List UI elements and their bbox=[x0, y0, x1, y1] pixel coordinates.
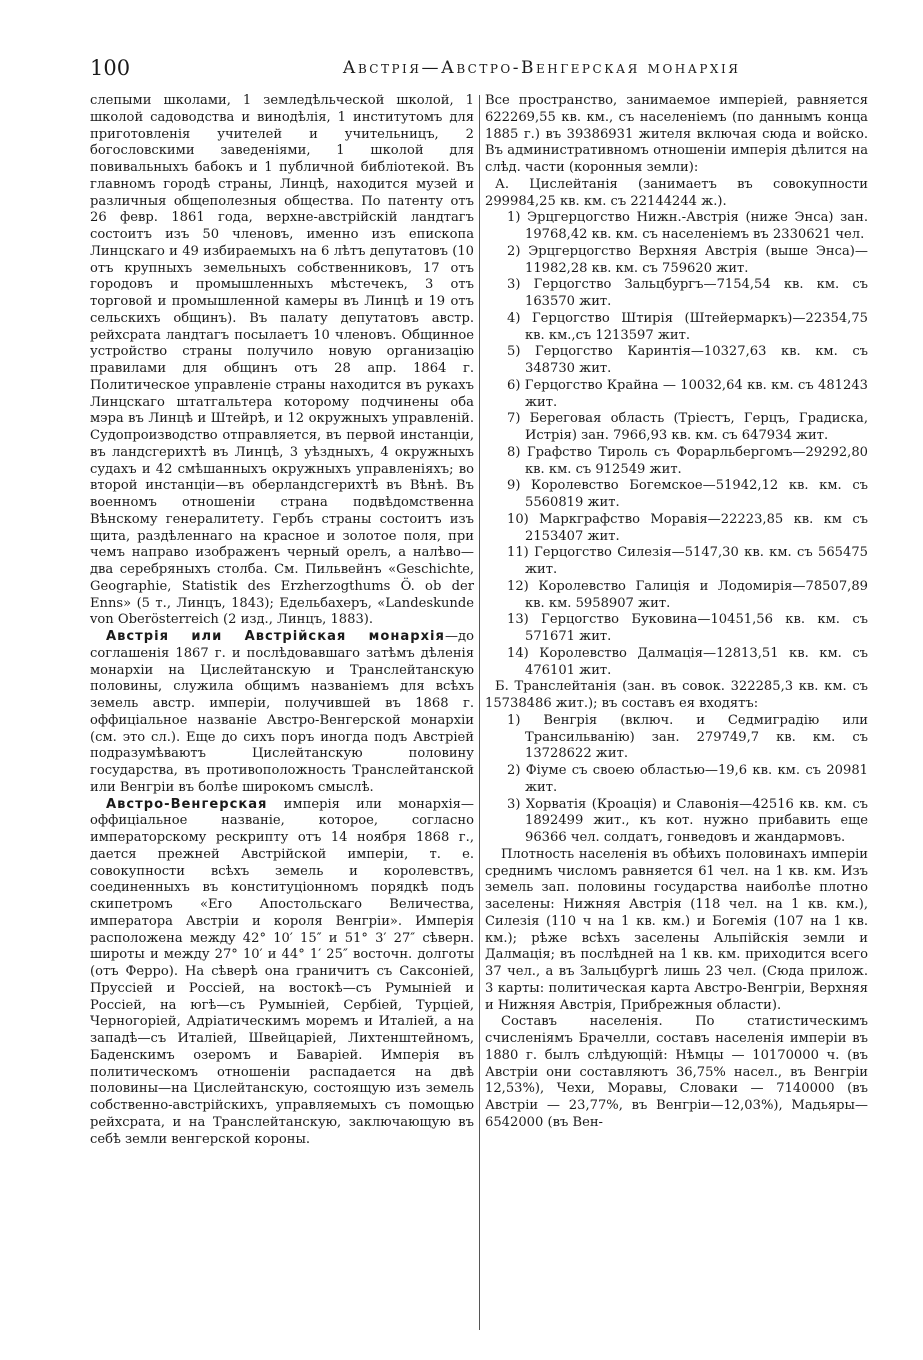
entry-heading-austria: Австрія или Австрійская монархія bbox=[106, 629, 445, 644]
list-item: 3) Хорватія (Кроація) и Славонія—42516 кв. км. съ 1892499 жит., къ кот. нужно прибавить еще 96366 чел. солдатъ, гонведовъ и жандармовъ. bbox=[507, 796, 868, 845]
entry-text-austro-hungarian: имперія или монархія—оффиціальное названіе, которое, согласно императорскому рескрипту отъ 14 ноября 1868 г., дается прежней Австрійской имперіи, т. е. совокупности всѣхъ земель и королевствъ, соединенныхъ въ конституціонномъ порядкѣ подъ скипетромъ «Его Апостольскаго Величества, императора Австріи и короля Венгріи». Имперія расположена между 42° 10′ 15″ и 51° 3′ 27″ сѣверн. широты и между 27° 10′ и 44° 1′ 25″ восточн. долготы (отъ Ферро). На сѣверѣ она граничитъ съ Саксоніей, Пруссіей и Россіей, на востокѣ—съ Румыніей и Россіей, на югѣ—съ Румыніей, Сербіей, Турціей, Черногоріей, Адріатическимъ моремъ и Италіей, а на западѣ—съ Италіей, Швейцаріей, Лихтенштейномъ, Баденскимъ озеромъ и Баваріей. Имперія въ политическомъ отношеніи распадается на двѣ половины—на Цислейтанскую, состоящую изъ земель собственно-австрійскихъ, управляемыхъ съ помощью рейхсрата, и на Транслейтанскую, заключающую въ себѣ земли венгерской короны. bbox=[90, 796, 474, 1147]
list-item: 7) Береговая область (Тріестъ, Герцъ, Градиска, Истрія) зан. 7966,93 кв. км. съ 647934 жит. bbox=[507, 411, 868, 443]
paragraph-austro-hungarian bbox=[90, 797, 474, 1149]
list-item: 2) Фіуме съ своею областью—19,6 кв. км. съ 20981 жит. bbox=[507, 763, 868, 795]
entry-heading-austro-hungarian: Австро-Венгерская bbox=[106, 796, 268, 812]
right-column bbox=[485, 93, 868, 1132]
list-item: 6) Герцогство Крайна — 10032,64 кв. км. съ 481243 жит. bbox=[507, 377, 868, 410]
paragraph-population: Составъ населенія. По статистическимъ счисленіямъ Брачелли, составъ населенія имперіи въ 1880 г. былъ слѣдующій: Нѣмцы — 10170000 ч. (въ Австріи они составляютъ 36,75% насел., въ Венгріи 12,53%), Чехи, Моравы, Словаки — 7140000 (въ Австріи — 23,77%, въ Венгріи—12,03%), Мадьяры—6542000 (въ Вен- bbox=[485, 1014, 868, 1130]
left-column bbox=[90, 93, 474, 1148]
list-item: 4) Герцогство Штирія (Штейермаркъ)—22354,75 кв. км.,съ 1213597 жит. bbox=[507, 310, 868, 343]
list-item: 8) Графство Тироль съ Форарльбергомъ—29292,80 кв. км. съ 912549 жит. bbox=[507, 444, 868, 477]
list-item: 1) Эрцгерцогство Нижн.-Австрія (ниже Энса) зан. 19768,42 кв. км. съ населеніемъ въ 2330621 чел. bbox=[507, 210, 868, 242]
transleithania-heading: Б. Транслейтанія (зан. въ совок. 322285,3 кв. км. съ 15738486 жит.); въ составъ ея входятъ: bbox=[485, 679, 868, 711]
page-header bbox=[62, 52, 901, 82]
entry-text-austria: —до соглашенія 1867 г. и послѣдовавшаго затѣмъ дѣленія монархіи на Цислейтанскую и Транслейтанскую половины, служила общимъ названіемъ для всѣхъ земель австр. имперіи, получившей въ 1868 г. оффиціальное названіе Австро-Венгерской монархіи (см. это сл.). Еще до сихъ поръ иногда подъ Австріей подразумѣваютъ Цислейтанскую половину государства, въ противоположность Транслейтанской или Венгріи въ болѣе широкомъ смыслѣ. bbox=[90, 629, 474, 795]
paragraph-austrian-monarchy bbox=[90, 629, 474, 797]
running-title: Австрія—Австро-Венгерская монархія bbox=[342, 58, 741, 78]
list-item: 12) Королевство Галиція и Лодомирія—78507,89 кв. км. 5958907 жит. bbox=[507, 578, 868, 611]
paragraph-upper-austria-end: слепыми школами, 1 земледѣльческой школой, 1 школой садоводства и винодѣлія, 1 институтомъ для приготовленія учителей и учительницъ, 2 богословскими заведеніями, 1 школой для повивальныхъ бабокъ и 1 публичной библіотекой. Въ главномъ городѣ страны, Линцѣ, находится музей и различныя общеполезныя общества. По патенту отъ 26 февр. 1861 года, верхне-австрійскій ландтагъ состоитъ изъ 50 членовъ, именно изъ епископа Линцскаго и 49 избираемыхъ на 6 лѣтъ депутатовъ (10 отъ крупныхъ земельныхъ собственниковъ, 17 отъ городовъ и промышленныхъ мѣстечекъ, 3 отъ торговой и промышленной камеры въ Линцѣ и 19 отъ сельскихъ общинъ). Въ палату депутатовъ австр. рейхсрата ландтагъ посылаетъ 10 членовъ. Общинное устройство страны получило новую организацію правилами для общинъ отъ 28 апр. 1864 г. Политическое управленіе страны находится въ рукахъ Линцскаго штатгальтера которому подчинены оба мэра въ Линцѣ и Штейрѣ, и 12 окружныхъ управленій. Судопроизводство отправляется, въ первой инстанціи, въ ландсгерихтѣ въ Линцѣ, 3 уѣздныхъ, 4 окружныхъ судахъ и 42 смѣшанныхъ окружныхъ управленіяхъ; во второй инстанціи—въ оберландсгерихтѣ въ Вѣнѣ. Въ военномъ отношеніи страна подвѣдомственна Вѣнскому генералитету. Гербъ страны состоитъ изъ щита, раздѣленнаго на красное и золотое поля, при чемъ направо изображенъ черный орелъ, а налѣво—два серебряныхъ столба. См. Пильвейнъ «Geschichte, Geographie, Statistik des Erzherzogthums Ö. ob der Enns» (5 т., Линцъ, 1843); Едельбахеръ, «Landeskunde von Oberösterreich (2 изд., Линцъ, 1883). bbox=[90, 93, 474, 628]
list-item: 5) Герцогство Каринтія—10327,63 кв. км. съ 348730 жит. bbox=[507, 344, 868, 376]
column-divider bbox=[479, 95, 480, 1330]
list-item: 2) Эрцгерцогство Верхняя Австрія (выше Энса)—11982,28 кв. км. съ 759620 жит. bbox=[507, 243, 868, 276]
list-item: 14) Королевство Далмація—12813,51 кв. км. съ 476101 жит. bbox=[507, 645, 868, 678]
cisleithania-heading: А. Цислейтанія (занимаетъ въ совокупности 299984,25 кв. км. съ 22144244 ж.). bbox=[485, 176, 868, 209]
paragraph-area-intro: Все пространство, занимаемое имперіей, равняется 622269,55 кв. км., съ населеніемъ (по даннымъ конца 1885 г.) въ 39386931 жителя включая сюда и войско. Въ административномъ отношеніи имперія дѣлится на слѣд. части (коронныя земли): bbox=[485, 93, 868, 175]
paragraph-density: Плотность населенія въ обѣихъ половинахъ имперіи среднимъ числомъ равняется 61 чел. на 1 кв. км. Изъ земель зап. половины государства наиболѣе плотно заселены: Нижняя Австрія (118 чел. на 1 кв. км.), Силезія (110 ч на 1 кв. км.) и Богемія (107 на 1 кв. км.); рѣже всѣхъ заселены Альпійскія земли и Далмація; въ послѣдней на 1 кв. км. приходится всего 37 чел., а въ Зальцбургѣ лишь 23 чел. (Сюда прилож. 3 карты: политическая карта Австро-Венгріи, Верхняя и Нижняя Австрія, Прибрежныя области). bbox=[485, 846, 868, 1013]
list-item: 13) Герцогство Буковина—10451,56 кв. км. съ 571671 жит. bbox=[507, 612, 868, 644]
list-item: 9) Королевство Богемское—51942,12 кв. км. съ 5560819 жит. bbox=[507, 478, 868, 510]
page-number: 100 bbox=[90, 56, 131, 80]
list-item: 1) Венгрія (включ. и Седмиградію или Трансильванію) зан. 279749,7 кв. км. съ 13728622 жит. bbox=[507, 712, 868, 762]
list-item: 11) Герцогство Силезія—5147,30 кв. км. съ 565475 жит. bbox=[507, 545, 868, 577]
list-item: 10) Маркграфство Моравія—22223,85 кв. км съ 2153407 жит. bbox=[507, 511, 868, 544]
list-item: 3) Герцогство Зальцбургъ—7154,54 кв. км. съ 163570 жит. bbox=[507, 277, 868, 309]
